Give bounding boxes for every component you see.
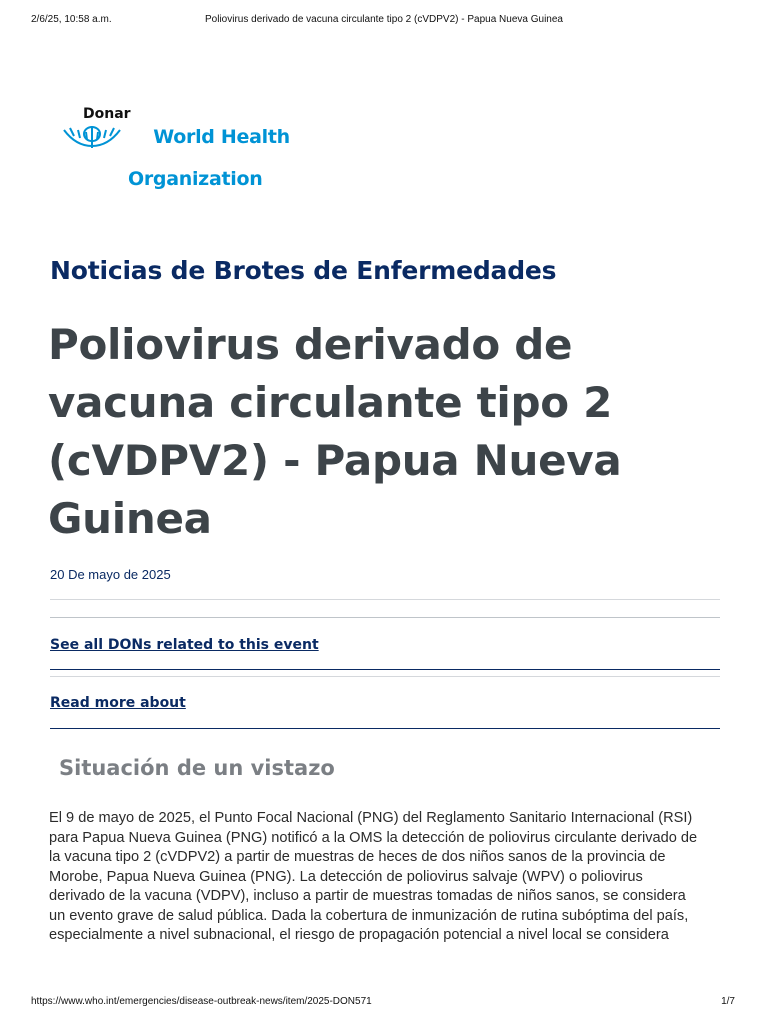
page-url: https://www.who.int/emergencies/disease-outbreak-news/item/2025-DON571 (31, 996, 372, 1007)
page-number: 1/7 (721, 996, 735, 1007)
divider (50, 617, 720, 618)
logo-line1: World Health (153, 126, 290, 148)
page-title: Poliovirus derivado de vacuna circulante tipo 2 (cVDPV2) - Papua Nueva Guinea (48, 320, 622, 543)
body-line: para Papua Nueva Guinea (PNG) notificó a la OMS la detección de poliovirus circulante derivado de (49, 829, 698, 846)
glance-heading: Situación de un vistazo (59, 756, 335, 780)
body-line: derivado de la vacuna (VDPV), incluso a partir de muestras tomadas de niños sanos, se considera (49, 888, 686, 904)
body-line: un evento grave de salud pública. Dada la cobertura de inmunización de rutina subóptima del país, (49, 907, 689, 924)
body-line: El 9 de mayo de 2025, el Punto Focal Nacional (PNG) del Reglamento Sanitario Internacional (RSI) (49, 810, 693, 826)
divider (50, 728, 720, 729)
section-title: Noticias de Brotes de Enfermedades (50, 256, 557, 285)
body-line: especialmente a nivel subnacional, el riesgo de propagación potencial a nivel local se considera (49, 927, 669, 943)
divider (50, 599, 720, 600)
logo-line2: Organization (128, 168, 263, 190)
print-doc-title: Poliovirus derivado de vacuna circulante tipo 2 (cVDPV2) - Papua Nueva Guinea (205, 14, 563, 25)
article-body (49, 809, 729, 946)
donate-button[interactable]: Donar (83, 106, 131, 122)
un-laurel-emblem-icon (60, 124, 124, 150)
who-wordmark (128, 106, 290, 232)
print-datetime: 2/6/25, 10:58 a.m. (31, 14, 112, 25)
body-line: la vacuna tipo 2 (cVDPV2) a partir de muestras de heces de dos niños sanos de la provincia de (49, 849, 666, 865)
body-line: Morobe, Papua Nueva Guinea (PNG). La detección de poliovirus salvaje (WPV) o poliovirus (49, 868, 643, 885)
print-header (0, 14, 768, 28)
publication-date: 20 De mayo de 2025 (50, 567, 171, 582)
divider (50, 669, 720, 670)
see-all-dons-link[interactable]: See all DONs related to this event (50, 637, 319, 653)
divider (50, 676, 720, 677)
read-more-link[interactable]: Read more about (50, 695, 186, 711)
